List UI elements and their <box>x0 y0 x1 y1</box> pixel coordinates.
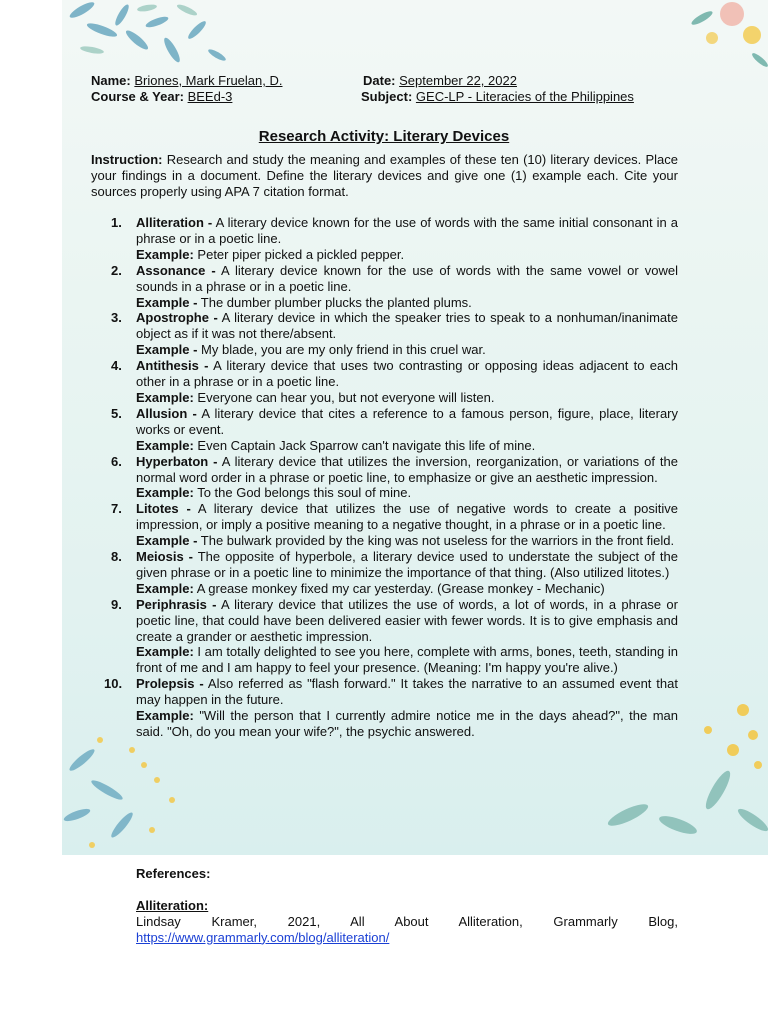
subject-label: Subject: <box>361 89 413 104</box>
item-term: Assonance - <box>136 262 216 278</box>
example-label: Example: <box>136 485 194 501</box>
item-definition: A literary device known for the use of words with the same initial consonant in a phrase or in a poetic line. <box>136 215 678 246</box>
item-example <box>136 485 678 501</box>
item-term: Prolepsis - <box>136 676 204 692</box>
references-heading: References: <box>136 866 211 881</box>
example-text: Even Captain Jack Sparrow can't navigate this life of mine. <box>193 437 536 453</box>
references-section <box>136 866 678 946</box>
example-text: I am totally delighted to see you here, complete with arms, bones, teeth, standing in front of me and I am happy to feel your presence. (Meaning: I'm happy you're alive.) <box>136 644 678 676</box>
reference-citation: Lindsay Kramer, 2021, All About Alliteration, Grammarly Blog, <box>136 913 678 929</box>
item-number: 8. <box>111 549 122 565</box>
example-text: Everyone can hear you, but not everyone will listen. <box>193 389 495 405</box>
example-label: Example: <box>136 246 194 262</box>
example-label: Example: <box>136 580 194 596</box>
example-label: Example: <box>136 389 194 405</box>
item-definition: Also referred as "flash forward." It takes the narrative to an assumed event that may happen in the future. <box>136 676 678 708</box>
subject-line <box>361 89 634 105</box>
example-text: The bulwark provided by the king was not useless for the warriors in the front field. <box>197 533 675 549</box>
item-term: Allusion - <box>136 405 197 421</box>
example-label: Example: <box>136 437 194 453</box>
example-text: "Will the person that I currently admire notice me in the days ahead?", the man said. "Oh, do you mean your wife?", the psychic answered. <box>136 708 678 739</box>
example-label: Example: <box>136 708 194 724</box>
item-example <box>136 581 678 597</box>
item-term: Antithesis - <box>136 358 209 374</box>
literary-devices-list <box>91 215 678 740</box>
list-item <box>91 454 678 502</box>
example-text: A grease monkey fixed my car yesterday. (Grease monkey - Mechanic) <box>193 580 605 596</box>
reference-link[interactable]: https://www.grammarly.com/blog/alliteration/ <box>136 929 390 945</box>
item-example <box>136 533 678 549</box>
item-number: 4. <box>111 358 122 374</box>
page-title: Research Activity: Literary Devices <box>258 128 510 145</box>
item-example <box>136 644 678 676</box>
name-label: Name: <box>91 73 131 88</box>
course-value: BEEd-3 <box>187 89 233 104</box>
item-term: Litotes - <box>136 501 191 517</box>
example-label: Example - <box>136 342 198 358</box>
item-term: Hyperbaton - <box>136 453 218 469</box>
item-number: 7. <box>111 501 122 517</box>
item-example <box>136 708 678 740</box>
item-definition: A literary device in which the speaker tries to speak to a nonhuman/inanimate object as if it was not there/absent. <box>136 310 679 342</box>
date-line <box>363 73 675 89</box>
list-item <box>91 310 678 358</box>
item-definition: A literary device that utilizes the use of negative words to create a positive impression, or imply a positive meaning to a negative thought, in a phrase or in a poetic line. <box>136 501 678 533</box>
item-number: 9. <box>111 596 122 612</box>
list-item <box>91 597 678 677</box>
item-number: 5. <box>111 405 122 421</box>
date-value: September 22, 2022 <box>399 73 517 88</box>
item-number: 6. <box>111 453 122 469</box>
example-label: Example: <box>136 644 194 660</box>
list-item <box>91 549 678 597</box>
item-definition: A literary device that uses two contrasting or opposing ideas adjacent to each other in a phrase or in a poetic line. <box>136 358 678 390</box>
item-definition: A literary device known for the use of words with the same vowel or vowel sounds in a phrase or in a poetic line. <box>136 262 678 294</box>
item-number: 2. <box>111 262 122 278</box>
item-number: 1. <box>111 215 122 230</box>
alliteration-reference-heading: Alliteration: <box>136 897 209 913</box>
course-label: Course & Year: <box>91 89 184 104</box>
example-label: Example - <box>136 533 198 549</box>
subject-value: GEC-LP - Literacies of the Philippines <box>415 89 634 104</box>
instruction-text: Research and study the meaning and examples of these ten (10) literary devices. Place your findings in a document. Define the literary devices and give one (1) example each. Cite your sources properly using APA 7 citation format. <box>91 152 678 199</box>
top-right-flowers-decoration <box>682 0 768 80</box>
instruction-label: Instruction: <box>91 152 163 167</box>
name-value: Briones, Mark Fruelan, D. <box>134 73 283 88</box>
top-left-leaves-decoration <box>62 0 262 80</box>
item-example <box>136 342 678 358</box>
example-text: To the God belongs this soul of mine. <box>193 485 412 501</box>
item-example <box>136 295 678 311</box>
list-item <box>91 358 678 406</box>
item-term: Meiosis - <box>136 549 193 565</box>
item-example <box>136 247 678 263</box>
date-label: Date: <box>363 73 396 88</box>
item-term: Apostrophe - <box>136 310 218 326</box>
item-definition: A literary device that cites a reference to a famous person, figure, place, literary works or event. <box>136 405 679 437</box>
item-definition: A literary device that utilizes the use of words, a lot of words, in a phrase or poetic line, that could have been delivered easier with fewer words. It is to give emphasis and create a grander or aesthetic impression. <box>136 596 678 644</box>
list-item <box>91 215 678 263</box>
example-label: Example - <box>136 294 198 310</box>
example-text: Peter piper picked a pickled pepper. <box>193 246 405 262</box>
instruction-paragraph <box>91 152 678 200</box>
list-item <box>91 263 678 311</box>
list-item <box>91 406 678 454</box>
bottom-left-leaves-decoration <box>62 720 222 855</box>
item-number: 3. <box>111 310 122 326</box>
item-term: Alliteration - <box>136 215 213 230</box>
item-example <box>136 438 678 454</box>
name-line <box>91 73 282 89</box>
list-item <box>91 676 678 740</box>
example-text: The dumber plumber plucks the planted plums. <box>197 294 472 310</box>
item-number: 10. <box>104 676 123 692</box>
item-definition: The opposite of hyperbole, a literary device used to understate the subject of the given phrase or in a poetic line to minimize the importance of that thing. (Also utilized litotes.) <box>136 549 679 580</box>
course-line <box>91 89 300 105</box>
item-example <box>136 390 678 406</box>
list-item <box>91 501 678 549</box>
item-term: Periphrasis - <box>136 596 217 612</box>
example-text: My blade, you are my only friend in this cruel war. <box>197 342 486 358</box>
item-definition: A literary device that utilizes the inversion, reorganization, or variations of the normal word order in a phrase or poetic line, to emphasize or give an aesthetic impression. <box>136 453 678 485</box>
